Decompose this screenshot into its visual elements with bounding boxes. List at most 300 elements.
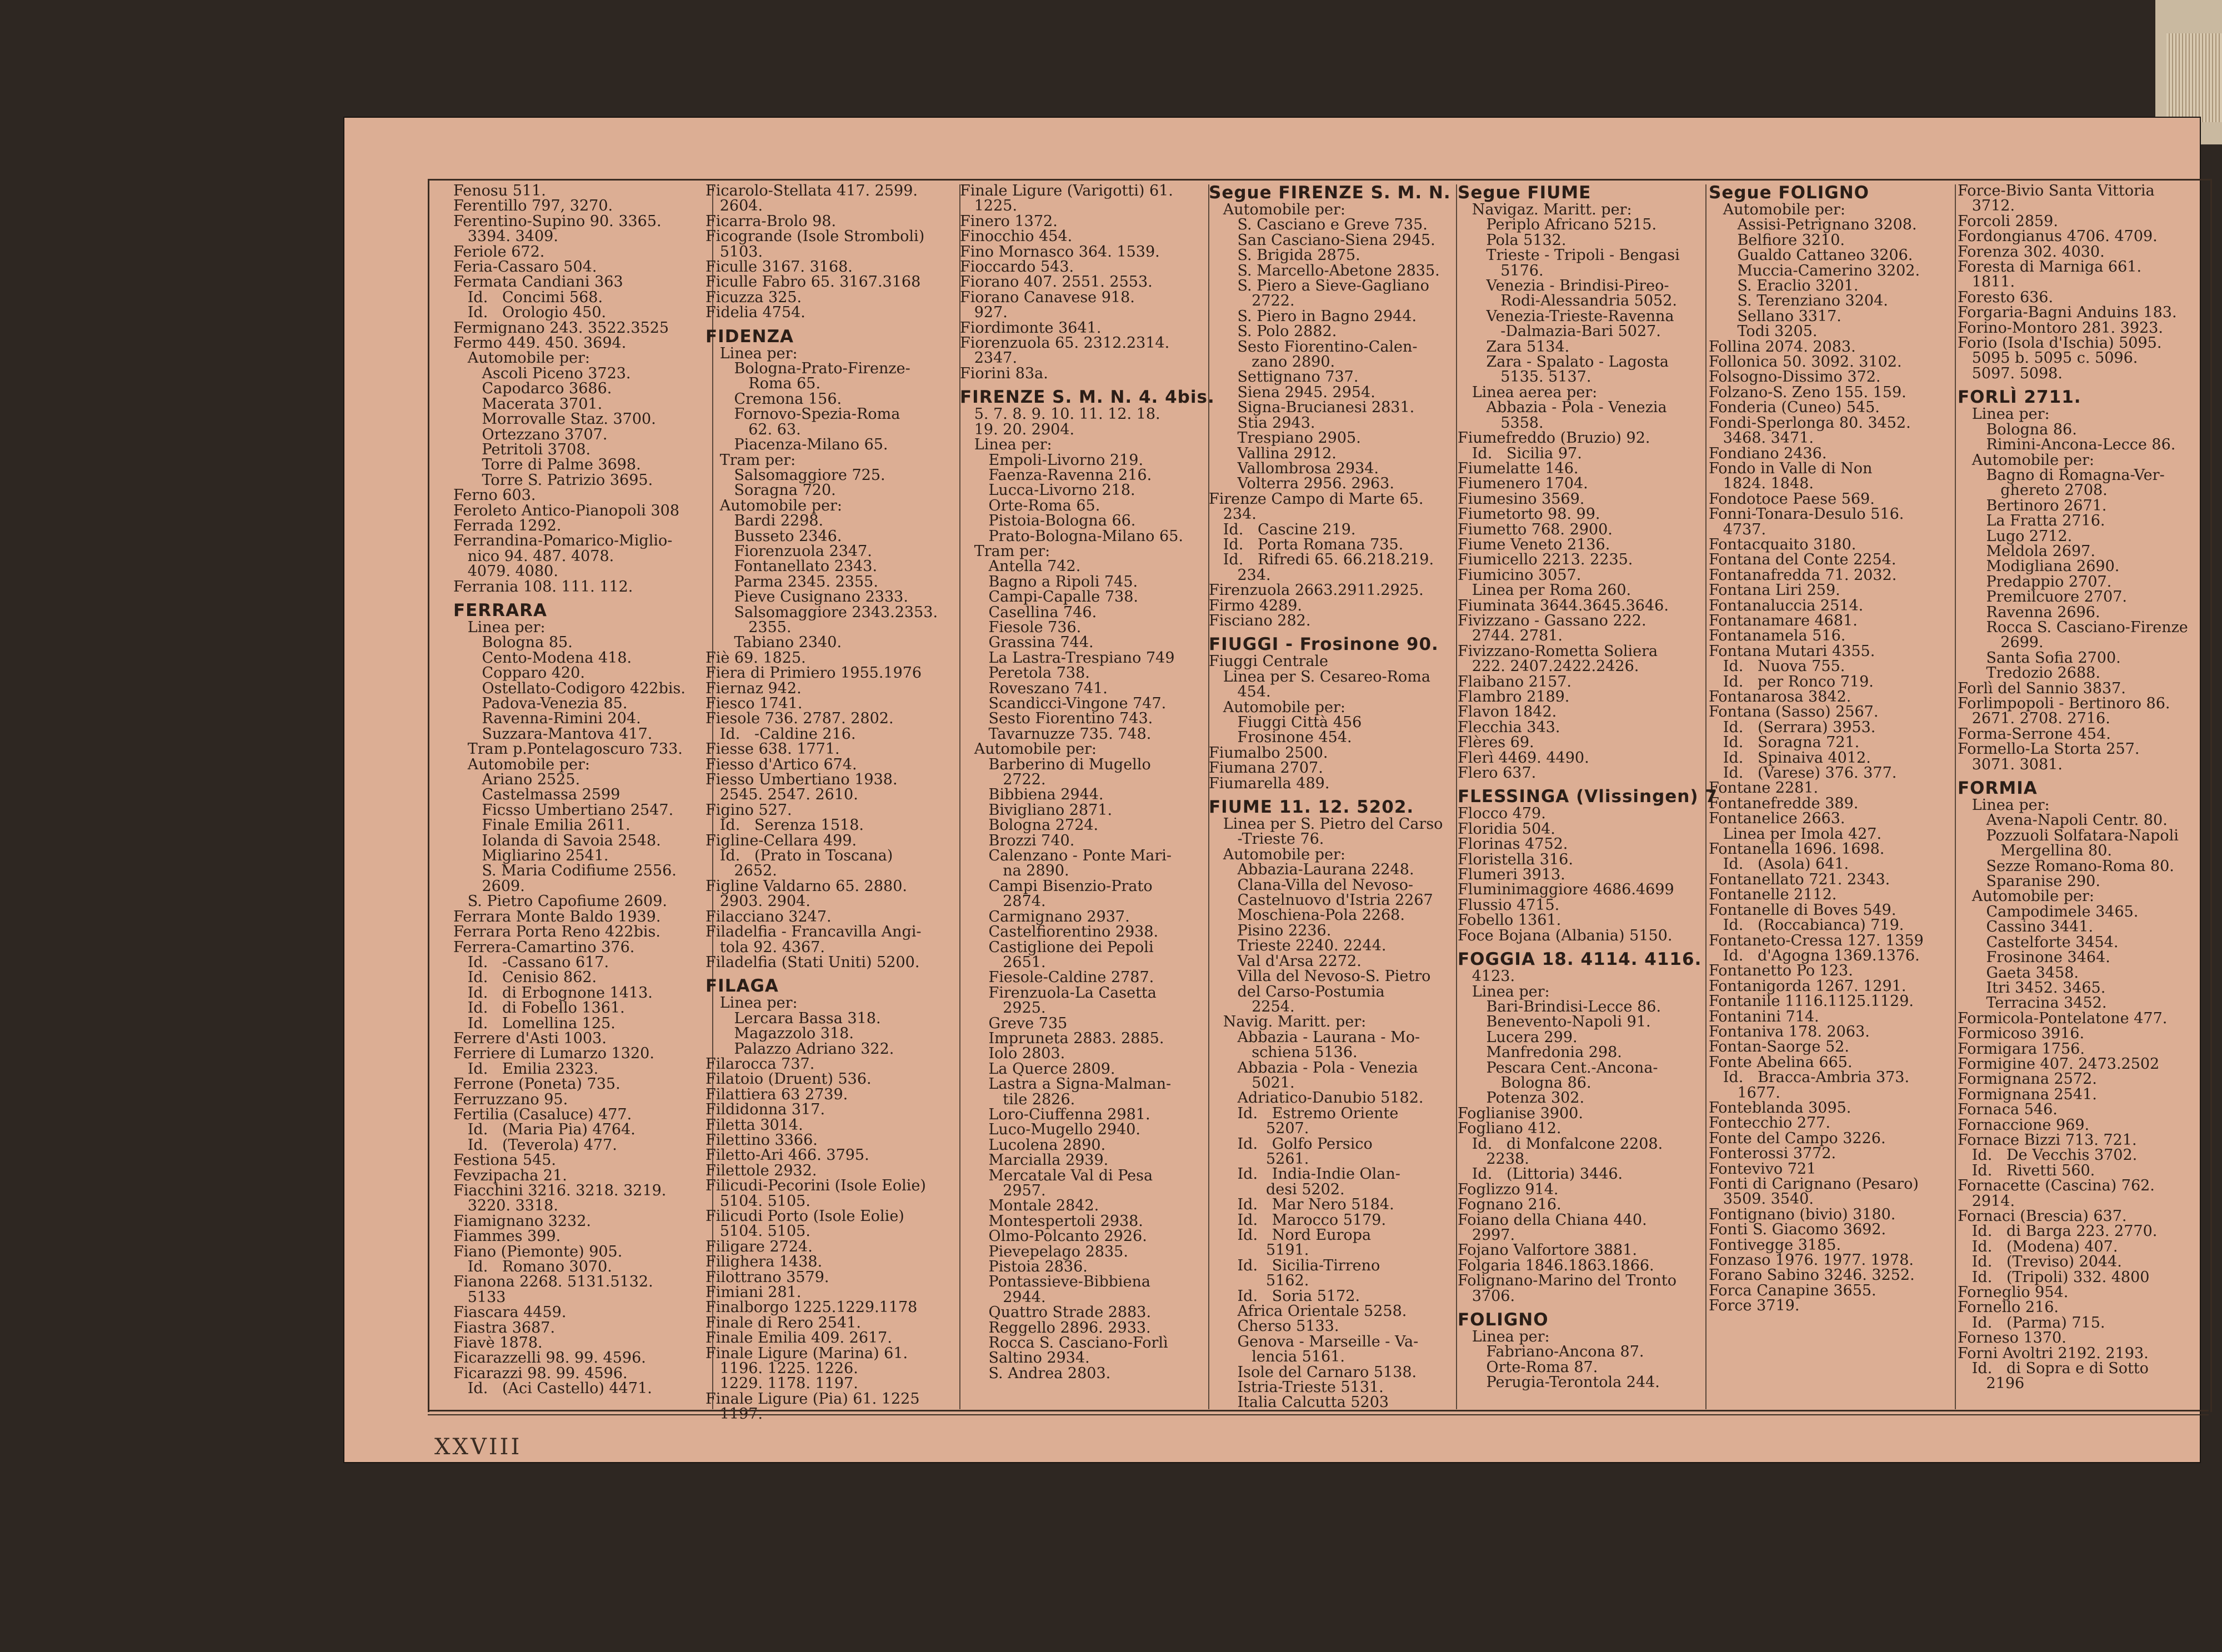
index-entry: Meldola 2697. — [1958, 542, 2095, 560]
index-entry: Fonzaso 1976. 1977. 1978. — [1709, 1251, 1914, 1269]
index-entry: Filadelfia (Stati Uniti) 5200. — [705, 953, 920, 971]
index-entry: Feria-Cassaro 504. — [453, 258, 597, 276]
index-entry: Fiumalbo 2500. — [1209, 744, 1328, 762]
index-entry: Pola 5132. — [1458, 231, 1567, 249]
index-entry: Fivizzano-Rometta Soliera — [1458, 642, 1658, 660]
index-column-1 — [453, 183, 709, 1405]
index-entry: Id. De Vecchis 3702. — [1958, 1147, 2138, 1164]
index-entry: Automobile per: — [1209, 698, 1345, 716]
index-entry: Fornaccione 969. — [1958, 1116, 2090, 1134]
index-entry: Fonti di Carignano (Pesaro) — [1709, 1175, 1919, 1193]
index-entry: Fiumana 2707. — [1209, 759, 1323, 777]
index-entry: Africa Orientale 5258. — [1209, 1303, 1407, 1320]
index-entry: Fontanelle di Boves 549. — [1709, 901, 1896, 919]
index-entry: Pieve Cusignano 2333. — [705, 588, 908, 606]
index-entry: Venezia-Trieste-Ravenna — [1458, 307, 1674, 325]
index-entry: 4737. — [1709, 520, 1766, 538]
index-entry: Id. Spinaiva 4012. — [1709, 749, 1871, 767]
index-entry: Ficulle Fabro 65. 3167.3168 — [705, 273, 921, 291]
index-entry: Bertinoro 2671. — [1958, 497, 2107, 514]
index-entry: Casellina 746. — [960, 603, 1097, 621]
index-entry: Fianona 2268. 5131.5132. — [453, 1273, 653, 1291]
index-entry: Feriole 672. — [453, 243, 545, 261]
index-entry: Fontan-Saorge 52. — [1709, 1038, 1849, 1056]
index-entry: 62. 63. — [705, 420, 801, 438]
index-entry: Automobile per: — [1209, 201, 1345, 218]
index-entry: Finale Emilia 2611. — [453, 817, 630, 834]
index-entry: Fiuminata 3644.3645.3646. — [1458, 597, 1669, 614]
index-entry: Villa del Nevoso-S. Pietro — [1209, 968, 1431, 985]
index-entry: Fogliano 412. — [1458, 1120, 1562, 1138]
index-entry: Bologna 85. — [453, 634, 573, 652]
index-entry: 5133 — [453, 1288, 506, 1306]
index-entry: Id. d'Agogna 1369.1376. — [1709, 947, 1920, 964]
index-entry: 2652. — [705, 862, 777, 880]
index-entry: Id. Orologio 450. — [453, 304, 607, 322]
index-entry: Ravenna-Rimini 204. — [453, 710, 641, 728]
index-entry: Impruneta 2883. 2885. — [960, 1029, 1164, 1047]
index-entry: Castelfiorentino 2938. — [960, 923, 1159, 941]
index-entry: Fermignano 243. 3522.3525 — [453, 319, 669, 337]
index-entry: Id. di Barga 223. 2770. — [1958, 1223, 2158, 1240]
index-entry: Palazzo Adriano 322. — [705, 1040, 894, 1058]
index-entry: Forino-Montoro 281. 3923. — [1958, 319, 2163, 337]
index-entry: 2196 — [1958, 1375, 2025, 1393]
index-entry: Forca Canapine 3655. — [1709, 1281, 1876, 1299]
index-entry: -Dalmazia-Bari 5027. — [1458, 323, 1661, 341]
index-entry: Torre di Palme 3698. — [453, 456, 641, 474]
index-entry: Forgaria-Bagni Anduins 183. — [1958, 304, 2177, 322]
index-entry: Pisino 2236. — [1209, 922, 1332, 939]
index-entry: Forcoli 2859. — [1958, 212, 2058, 230]
index-entry: 2604. — [705, 197, 763, 215]
index-entry: Id. (Serrara) 3953. — [1709, 718, 1876, 736]
index-entry: Formicola-Pontelatone 477. — [1958, 1009, 2168, 1027]
index-entry: Loro-Ciuffenna 2981. — [960, 1105, 1150, 1123]
index-entry: Id. (Treviso) 2044. — [1958, 1253, 2122, 1271]
index-entry: Assisi-Petrignano 3208. — [1709, 216, 1917, 234]
index-entry: Lercara Bassa 318. — [705, 1009, 881, 1027]
index-entry: Trieste 2240. 2244. — [1209, 937, 1387, 955]
index-entry: Fluminimaggiore 4686.4699 — [1458, 881, 1674, 899]
index-entry: 5162. — [1209, 1272, 1309, 1290]
index-entry: Id. (Aci Castello) 4471. — [453, 1380, 652, 1398]
index-entry: Navig. Maritt. per: — [1209, 1013, 1367, 1031]
index-entry: Fiumesino 3569. — [1458, 490, 1585, 508]
index-entry: Filottrano 3579. — [705, 1268, 829, 1286]
index-entry: Fiacchini 3216. 3218. 3219. — [453, 1182, 667, 1199]
index-entry: 3468. 3471. — [1709, 429, 1814, 447]
index-entry: Fordongianus 4706. 4709. — [1958, 228, 2158, 246]
index-entry: nico 94. 487. 4078. — [453, 547, 614, 565]
index-entry: Ostellato-Codigoro 422bis. — [453, 679, 685, 697]
index-entry: Id. Soragna 721. — [1709, 734, 1860, 752]
index-entry: Automobile per: — [1958, 451, 2094, 469]
index-entry: lencia 5161. — [1209, 1348, 1345, 1366]
index-entry: Linea per S. Cesareo-Roma — [1209, 668, 1430, 685]
index-entry: Grassina 744. — [960, 634, 1094, 652]
index-entry: Id. Rivetti 560. — [1958, 1162, 2095, 1179]
index-entry: Linea per: — [453, 618, 546, 636]
index-entry: Fonte del Campo 3226. — [1709, 1129, 1886, 1147]
index-entry: Iolanda di Savoia 2548. — [453, 832, 661, 849]
index-column-2 — [705, 182, 958, 1423]
bottom-rule — [428, 1410, 2209, 1411]
index-entry: Finocchio 454. — [960, 228, 1073, 246]
index-entry: Macerata 3701. — [453, 395, 603, 413]
index-entry: Fobello 1361. — [1458, 912, 1562, 929]
index-entry: Id. Sicilia-Tirreno — [1209, 1256, 1380, 1274]
index-entry: Abbazia - Pola - Venezia — [1209, 1059, 1418, 1077]
index-entry: Fidelia 4754. — [705, 304, 805, 322]
index-heading: Segue FIUME — [1458, 183, 1592, 203]
index-entry: 5135. 5137. — [1458, 368, 1592, 386]
index-entry: Luco-Mugello 2940. — [960, 1121, 1141, 1139]
index-entry: Ferrania 108. 111. 112. — [453, 578, 633, 595]
index-entry: Fontacquaito 3180. — [1709, 535, 1856, 553]
index-entry: Flussio 4715. — [1458, 896, 1560, 914]
index-entry: Id. Marocco 5179. — [1209, 1211, 1387, 1229]
index-entry: Fiavè 1878. — [453, 1334, 543, 1352]
index-entry: Predappio 2707. — [1958, 573, 2112, 590]
index-entry: Fonteblanda 3095. — [1709, 1099, 1851, 1117]
index-entry: Muccia-Camerino 3202. — [1709, 262, 1920, 279]
index-entry: Campi-Capalle 738. — [960, 588, 1138, 606]
index-entry: Salsomaggiore 725. — [705, 466, 885, 484]
index-entry: Sparanise 290. — [1958, 873, 2100, 890]
index-entry: 3706. — [1458, 1287, 1515, 1305]
index-entry: Fiesole-Caldine 2787. — [960, 969, 1154, 987]
index-entry: Finale Ligure (Pia) 61. 1225 — [705, 1390, 920, 1408]
index-entry: 2355. — [705, 618, 792, 636]
index-entry: Linea per: — [1958, 797, 2050, 814]
index-entry: Trieste - Tripoli - Bengasi — [1458, 247, 1680, 264]
index-entry: S. Marcello-Abetone 2835. — [1209, 262, 1440, 279]
index-entry: Orte-Roma 65. — [960, 497, 1100, 514]
index-heading: FIUME 11. 12. 5202. — [1209, 797, 1414, 818]
index-entry: Ferruzzano 95. — [453, 1090, 568, 1108]
index-entry: Potenza 302. — [1458, 1089, 1585, 1107]
index-entry: Fiorano 407. 2551. 2553. — [960, 273, 1153, 291]
index-entry: Suzzara-Mantova 417. — [453, 725, 653, 743]
index-entry: Flecchia 343. — [1458, 718, 1560, 736]
index-entry: Finale Ligure (Varigotti) 61. — [960, 182, 1173, 199]
index-entry: 1811. — [1958, 273, 2015, 291]
index-entry: Fornace Bizzi 713. 721. — [1958, 1131, 2137, 1149]
index-entry: Bari-Brindisi-Lecce 86. — [1458, 998, 1662, 1015]
index-entry: Fiera di Primiero 1955.1976 — [705, 664, 922, 682]
index-entry: Fiumarella 489. — [1209, 774, 1330, 792]
index-entry: Fiorano Canavese 918. — [960, 288, 1135, 306]
index-entry: Finale Emilia 409. 2617. — [705, 1329, 892, 1347]
index-entry: 1196. 1225. 1226. — [705, 1360, 858, 1378]
index-entry: Automobile per: — [453, 349, 590, 367]
index-entry: Id. Estremo Oriente — [1209, 1104, 1399, 1122]
index-entry: Sezze Romano-Roma 80. — [1958, 857, 2174, 875]
index-entry: Faenza-Ravenna 216. — [960, 466, 1152, 484]
index-entry: S. Eraclio 3201. — [1709, 277, 1859, 295]
index-heading: FILAGA — [705, 976, 779, 997]
index-entry: Bibbiena 2944. — [960, 786, 1104, 804]
index-heading: FOGGIA 18. 4114. 4116. — [1458, 949, 1702, 970]
index-entry: 2744. 2781. — [1458, 627, 1563, 645]
index-entry: 3509. 3540. — [1709, 1190, 1814, 1208]
index-entry: Vallina 2912. — [1209, 444, 1337, 462]
index-entry: Fisciano 282. — [1209, 612, 1311, 629]
index-entry: Figino 527. — [705, 801, 792, 819]
index-entry: Zara 5134. — [1458, 338, 1570, 356]
index-heading: FERRARA — [453, 600, 547, 620]
index-entry: Bardi 2298. — [705, 512, 824, 530]
index-entry: Fontanarosa 3842. — [1709, 688, 1851, 705]
index-entry: Linea per: — [705, 344, 798, 362]
index-entry: Id. Emilia 2323. — [453, 1060, 599, 1078]
index-entry: Fiesso Umbertiano 1938. — [705, 771, 898, 789]
index-entry: Lucca-Livorno 218. — [960, 482, 1135, 499]
index-column-4 — [1209, 183, 1454, 1411]
index-entry: Ariano 2525. — [453, 771, 580, 789]
index-entry: Ferrone (Poneta) 735. — [453, 1075, 620, 1093]
index-entry: Id. Mar Nero 5184. — [1209, 1196, 1394, 1214]
index-entry: 927. — [960, 304, 1008, 322]
index-entry: Linea per: — [960, 436, 1052, 454]
index-entry: Ferrandina-Pomarico-Miglio- — [453, 532, 673, 550]
index-entry: Gualdo Cattaneo 3206. — [1709, 247, 1913, 264]
index-entry: Ficarolo-Stellata 417. 2599. — [705, 182, 918, 199]
index-entry: Filadelfia - Francavilla Angi- — [705, 923, 922, 941]
index-entry: Foglianise 3900. — [1458, 1104, 1583, 1122]
index-entry: Festiona 545. — [453, 1152, 557, 1169]
index-entry: Fontana Mutari 4355. — [1709, 642, 1875, 660]
index-entry: S. Piero a Sieve-Gagliano — [1209, 277, 1429, 295]
index-entry: Sesto Fiorentino 743. — [960, 710, 1153, 728]
index-entry: Marcialla 2939. — [960, 1152, 1109, 1169]
index-entry: Bagno di Romagna-Ver- — [1958, 466, 2165, 484]
index-entry: 2545. 2547. 2610. — [705, 786, 858, 804]
index-entry: S. Brigida 2875. — [1209, 247, 1360, 264]
index-entry: 2347. — [960, 349, 1018, 367]
index-entry: 5. 7. 8. 9. 10. 11. 12. 18. — [960, 406, 1160, 423]
index-entry: Ferrere d'Asti 1003. — [453, 1029, 607, 1047]
index-entry: Fontanellato 2343. — [705, 558, 878, 575]
index-entry: 3712. — [1958, 197, 2015, 215]
index-entry: Bologna 86. — [1458, 1074, 1592, 1092]
index-entry: 5191. — [1209, 1241, 1309, 1259]
index-entry: Abbazia - Laurana - Mo- — [1209, 1028, 1420, 1046]
index-entry: Id. Romano 3070. — [453, 1258, 612, 1276]
index-entry: Santa Sofia 2700. — [1958, 649, 2121, 667]
index-entry: 5095 b. 5095 c. 5096. — [1958, 349, 2138, 367]
index-entry: Finero 1372. — [960, 212, 1058, 230]
index-entry: Barberino di Mugello — [960, 755, 1151, 773]
index-entry: Fermata Candiani 363 — [453, 273, 623, 291]
index-entry: Bologna 2724. — [960, 817, 1099, 834]
index-entry: 234. — [1209, 566, 1271, 584]
index-entry: Id. di Sopra e di Sotto — [1958, 1360, 2149, 1378]
index-entry: 2238. — [1458, 1150, 1529, 1168]
index-entry: Id. (Varese) 376. 377. — [1709, 764, 1897, 782]
index-entry: Id. (Teverola) 477. — [453, 1136, 617, 1154]
index-entry: Fiuggi Città 456 — [1209, 714, 1362, 731]
index-entry: S. Piero in Bagno 2944. — [1209, 307, 1417, 325]
index-entry: Fondi-Sperlonga 80. 3452. — [1709, 414, 1911, 432]
index-entry: Formignana 2541. — [1958, 1085, 2097, 1103]
index-entry: S. Polo 2882. — [1209, 323, 1337, 341]
index-entry: Scandicci-Vingone 747. — [960, 695, 1167, 712]
index-entry: Rocca S. Casciano-Firenze — [1958, 618, 2188, 636]
index-entry: 5261. — [1209, 1150, 1309, 1168]
index-entry: Campi Bisenzio-Prato — [960, 877, 1153, 895]
index-entry: Forlì del Sannio 3837. — [1958, 679, 2126, 697]
index-entry: 5104. 5105. — [705, 1192, 810, 1210]
index-entry: Id. (Asola) 641. — [1709, 855, 1849, 873]
index-entry: 5104. 5105. — [705, 1223, 810, 1240]
index-entry: Fondotoce Paese 569. — [1709, 490, 1875, 508]
index-entry: Antella 742. — [960, 558, 1081, 575]
index-entry: Migliarino 2541. — [453, 847, 609, 865]
index-entry: Castelforte 3454. — [1958, 933, 2119, 951]
index-entry: Formigine 407. 2473.2502 — [1958, 1055, 2160, 1073]
index-entry: Fiernaz 942. — [705, 679, 802, 697]
index-entry: Fiumicino 3057. — [1458, 566, 1582, 584]
index-entry: Avena-Napoli Centr. 80. — [1958, 812, 2168, 829]
index-entry: 2722. — [960, 771, 1046, 789]
index-entry: Fontane 2281. — [1709, 779, 1819, 797]
index-entry: Ficarazzi 98. 99. 4596. — [453, 1364, 628, 1382]
index-entry: Id. (Modena) 407. — [1958, 1238, 2118, 1255]
index-entry: Formignana 2572. — [1958, 1070, 2097, 1088]
index-entry: Id. Nuova 755. — [1709, 658, 1845, 675]
index-entry: Adriatico-Danubio 5182. — [1209, 1089, 1424, 1107]
index-entry: 3071. 3081. — [1958, 755, 2063, 773]
index-entry: Formigara 1756. — [1958, 1040, 2085, 1058]
index-entry: 2699. — [1958, 634, 2044, 652]
index-entry: Castelnuovo d'Istria 2267 — [1209, 892, 1433, 909]
index-entry: Forneso 1370. — [1958, 1329, 2066, 1347]
index-entry: 234. — [1209, 505, 1257, 523]
index-heading: Segue FOLIGNO — [1709, 183, 1869, 203]
index-entry: 2925. — [960, 999, 1046, 1017]
index-entry: Fontana (Sasso) 2567. — [1709, 703, 1879, 721]
index-entry: Rimini-Ancona-Lecce 86. — [1958, 436, 2176, 454]
index-entry: Petritoli 3708. — [453, 440, 591, 458]
index-entry: Flavon 1842. — [1458, 703, 1557, 721]
index-entry: Ferrada 1292. — [453, 517, 562, 534]
index-entry: Frosinone 3464. — [1958, 949, 2110, 967]
index-entry: Bologna-Prato-Firenze- — [705, 360, 910, 378]
index-entry: Linea per: — [1958, 406, 2050, 423]
index-entry: La Lastra-Trespiano 749 — [960, 649, 1175, 667]
index-entry: Follonica 50. 3092. 3102. — [1709, 353, 1902, 371]
index-entry: Perugia-Terontola 244. — [1458, 1374, 1660, 1391]
index-entry: 2874. — [960, 893, 1046, 910]
index-entry: Automobile per: — [960, 740, 1097, 758]
index-entry: Foresta di Marniga 661. — [1958, 258, 2142, 276]
index-entry: Fiè 69. 1825. — [705, 649, 806, 667]
index-entry: Lucera 299. — [1458, 1028, 1578, 1046]
index-entry: Montespertoli 2938. — [960, 1212, 1143, 1230]
index-entry: Automobile per: — [1958, 888, 2094, 905]
index-entry: Fornaci (Brescia) 637. — [1958, 1208, 2127, 1225]
index-entry: Venezia - Brindisi-Pireo- — [1458, 277, 1669, 295]
index-entry: Filatoio (Druent) 536. — [705, 1070, 872, 1088]
index-entry: Cento-Modena 418. — [453, 649, 632, 667]
index-entry: Fiorenzuola 2347. — [705, 542, 872, 560]
index-entry: -Trieste 76. — [1209, 830, 1324, 848]
index-entry: Folgaria 1846.1863.1866. — [1458, 1256, 1654, 1274]
index-entry: Forenza 302. 4030. — [1958, 243, 2105, 261]
index-entry: Fontanefredde 389. — [1709, 794, 1859, 812]
index-entry: Bivigliano 2871. — [960, 801, 1113, 819]
index-entry: Fontana del Conte 2254. — [1709, 551, 1896, 569]
index-entry: Fiumicello 2213. 2235. — [1458, 551, 1633, 569]
index-entry: Foglizzo 914. — [1458, 1180, 1559, 1198]
index-entry: Fontanini 714. — [1709, 1008, 1819, 1025]
index-entry: Linea aerea per: — [1458, 383, 1598, 401]
index-entry: Fioccardo 543. — [960, 258, 1074, 276]
index-entry: Follina 2074. 2083. — [1709, 338, 1856, 356]
index-entry: Firenzuola 2663.2911.2925. — [1209, 582, 1424, 599]
index-entry: 2671. 2708. 2716. — [1958, 710, 2110, 728]
index-entry: Copparo 420. — [453, 664, 585, 682]
index-entry: Tram per: — [960, 542, 1050, 560]
index-entry: Filacciano 3247. — [705, 908, 832, 925]
index-entry: Fiastra 3687. — [453, 1319, 556, 1336]
index-entry: Orte-Roma 87. — [1458, 1358, 1598, 1376]
index-entry: 2957. — [960, 1182, 1046, 1199]
index-entry: tola 92. 4367. — [705, 938, 825, 956]
index-entry: Figline-Cellara 499. — [705, 832, 857, 849]
index-entry: Forano Sabino 3246. 3252. — [1709, 1266, 1915, 1284]
index-entry: Ferno 603. — [453, 487, 536, 504]
index-entry: Ficarra-Brolo 98. — [705, 212, 837, 230]
index-column-6 — [1709, 183, 1953, 1405]
index-entry: Floridia 504. — [1458, 820, 1555, 838]
index-entry: Padova-Venezia 85. — [453, 695, 628, 712]
index-entry: Roma 65. — [705, 375, 821, 393]
index-entry: Brozzi 740. — [960, 832, 1075, 849]
index-entry: Automobile per: — [1209, 845, 1345, 863]
index-entry: Fiuggi Centrale — [1209, 653, 1329, 670]
index-entry: 5358. — [1458, 414, 1544, 432]
index-entry: Ficulle 3167. 3168. — [705, 258, 853, 276]
index-entry: Fiorenzuola 65. 2312.2314. — [960, 334, 1170, 352]
index-entry: Fontanafredda 71. 2032. — [1709, 566, 1897, 584]
index-entry: 2914. — [1958, 1192, 2015, 1210]
index-entry: Fornello 216. — [1958, 1299, 2059, 1316]
index-entry: Fontanella 1696. 1698. — [1709, 840, 1885, 858]
index-entry: Morrovalle Staz. 3700. — [453, 411, 656, 428]
index-entry: Flero 637. — [1458, 764, 1537, 782]
index-entry: Fondiano 2436. — [1709, 444, 1827, 462]
index-entry: Foresto 636. — [1958, 288, 2054, 306]
index-entry: Soragna 720. — [705, 482, 836, 499]
index-entry: Filarocca 737. — [705, 1055, 815, 1073]
index-entry: Id. Nord Europa — [1209, 1227, 1372, 1244]
index-entry: Fiumelatte 146. — [1458, 459, 1579, 477]
index-heading: FORLÌ 2711. — [1958, 387, 2081, 408]
index-entry: Fontaniva 178. 2063. — [1709, 1023, 1870, 1040]
index-entry: Tram per: — [705, 451, 796, 469]
index-entry: Fiesco 1741. — [705, 695, 803, 712]
index-heading: FOLIGNO — [1458, 1310, 1549, 1330]
index-entry: Id. -Caldine 216. — [705, 725, 856, 743]
index-entry: Fondo in Valle di Non — [1709, 459, 1873, 477]
index-entry: Fojano Valfortore 3881. — [1458, 1241, 1637, 1259]
index-entry: Modigliana 2690. — [1958, 558, 2120, 575]
index-entry: 1197. — [705, 1405, 763, 1423]
index-entry: Id. (Littoria) 3446. — [1458, 1165, 1623, 1183]
